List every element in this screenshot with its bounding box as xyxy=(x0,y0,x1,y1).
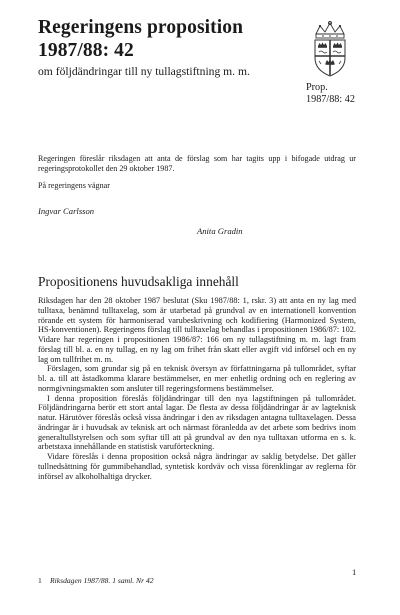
footer-number: 1 xyxy=(38,576,42,585)
proposition-number: 1987/88: 42 xyxy=(306,94,355,105)
paragraph: Riksdagen har den 28 oktober 1987 beslutat (Sku 1987/88: 1, rskr. 3) att anta en ny lag med tulltaxa, benämnd tulltaxelag, som är utarbetad på grundval av en internationell konvention rörande ett system för harmoniserad varubeskrivning och kodifiering (Harmonized System, HS-konventionen). Regeringens förslag till tulltaxelag behandlas i propositionen 1986/87: 102. Vidare har regeringen i propositionen 1986/87: 166 om ny tullagstiftning m. m. lagt fram förslag till bl. a. en ny tullag, en ny lag om frihet från skatt eller avgift vid införsel och en ny lag om tullfrihet m. m. xyxy=(38,296,356,364)
footer-reference: Riksdagen 1987/88. 1 saml. Nr 42 xyxy=(50,576,154,585)
swedish-coat-of-arms-icon xyxy=(306,20,354,84)
body-text xyxy=(38,296,356,481)
page-number: 1 xyxy=(352,567,357,577)
paragraph: I denna proposition föreslås följdändringar till den nya lagstiftningen på tullområdet. Följdändringarna berör ett stort antal lagar. De flesta av dessa följdändringar är av lagteknisk natur. Härutöver föreslås också vissa ändringar i den av riksdagen antagna tulltaxelagen. Dessa ändringar är i huvudsak av teknisk art och närmast föranledda av det arbete som bedrivs inom generaltullstyrelsen och som syftar till att på grundval av den nya tulltaxan utforma en s. k. arbetstaxa innehållande en statistisk varuförteckning. xyxy=(38,393,356,452)
document-subtitle: om följdändringar till ny tullagstiftning m. m. xyxy=(38,65,250,78)
title-block xyxy=(38,16,300,79)
paragraph: Vidare föreslås i denna proposition också några ändringar av saklig betydelse. Det gäller tullnedsättning för gummibehandlad, syntetisk kordväv och vissa förenklingar av reglerna för införsel av alkoholhaltiga drycker. xyxy=(38,452,356,481)
paragraph: Förslagen, som grundar sig på en teknisk översyn av författningarna på tullområdet, syftar bl. a. till att åstadkomma klarare bestämmelser, en mer enhetlig ordning och en reglering av normgivningsmakten som ansluter till regeringsformens bestämmelser. xyxy=(38,364,356,393)
document-title-line2: 1987/88: 42 xyxy=(38,40,134,61)
document-title-line1: Regeringens proposition xyxy=(38,17,244,38)
intro-text: Regeringen föreslår riksdagen att anta de förslag som har tagits upp i bifogade utdrag ur regeringsprotokollet den 29 oktober 1987. xyxy=(38,154,356,174)
signatory-prime-minister: Ingvar Carlsson xyxy=(38,206,95,216)
signatory-minister: Anita Gradin xyxy=(197,226,243,236)
on-behalf-line: På regeringens vägnar xyxy=(38,181,110,190)
section-heading: Propositionens huvudsakliga innehåll xyxy=(38,274,239,289)
proposition-label: Prop. xyxy=(306,82,328,93)
